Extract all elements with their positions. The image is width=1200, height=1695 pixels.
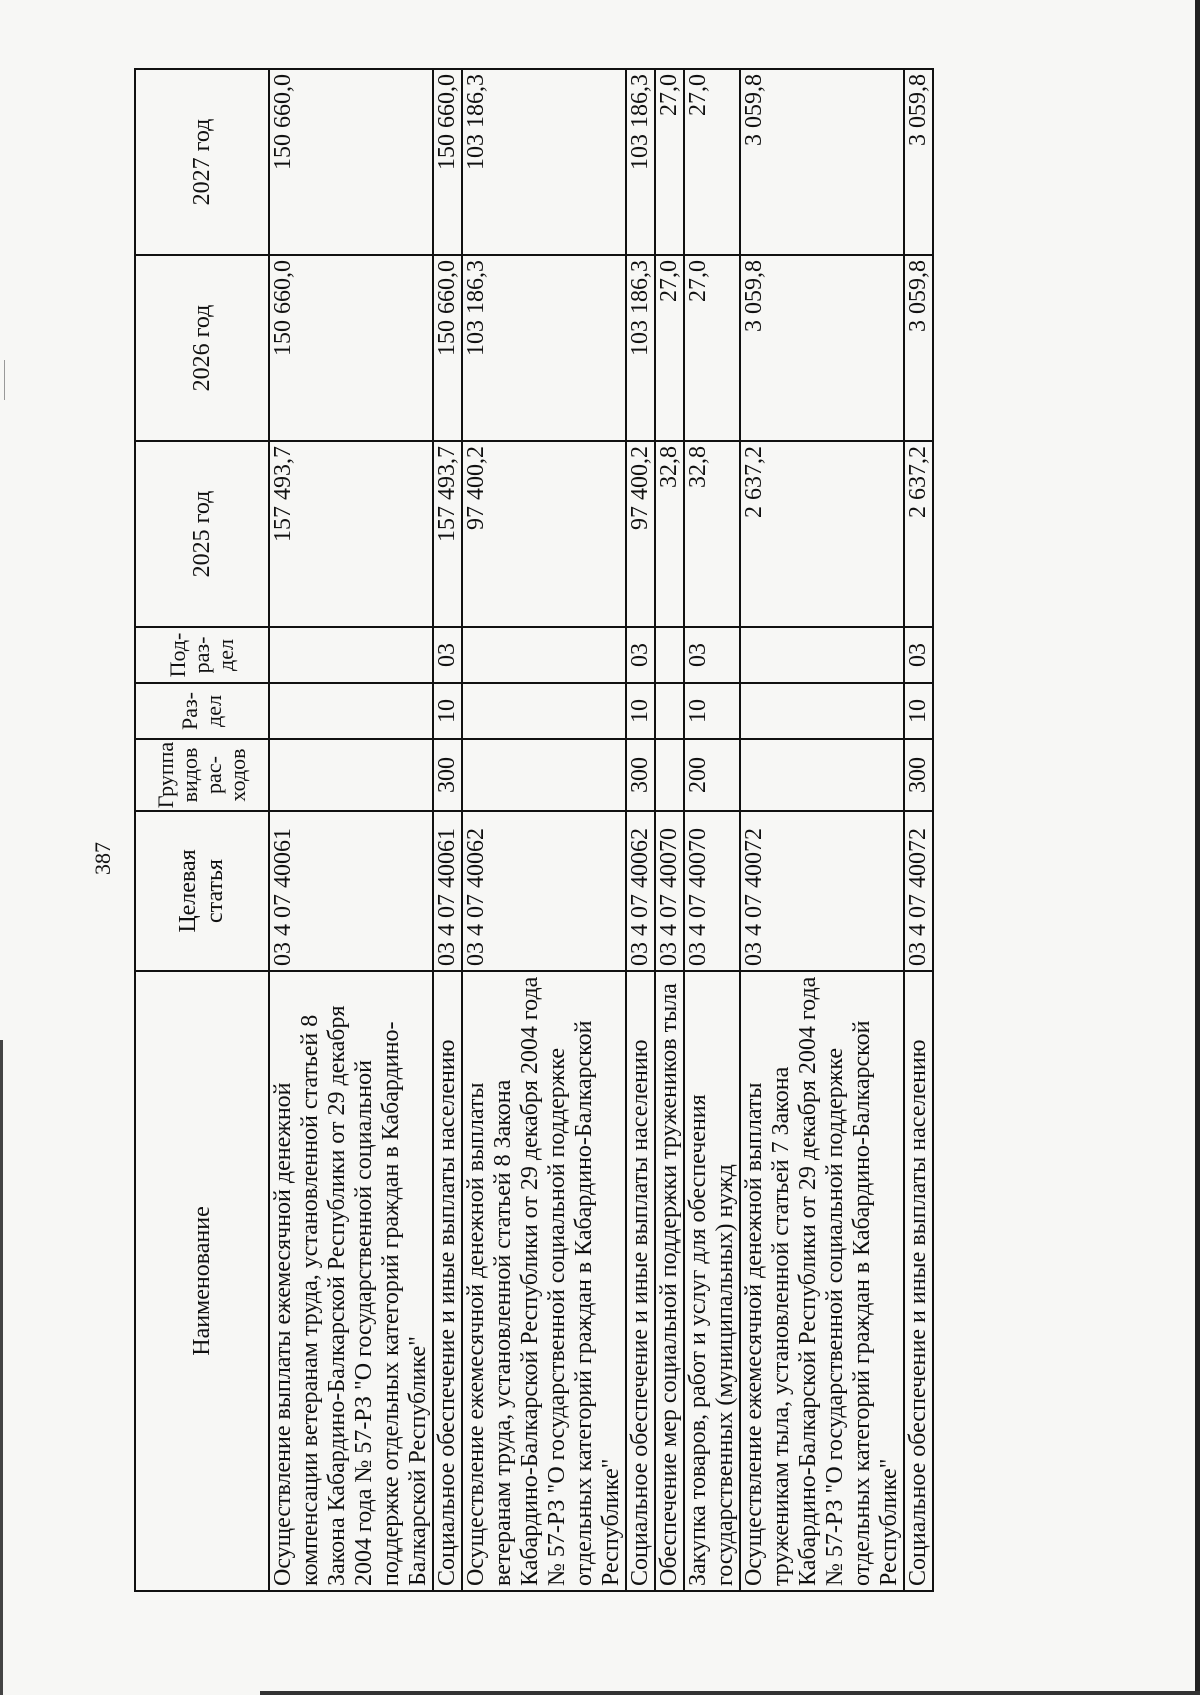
cell-2026: 103 186,3 [626, 255, 655, 441]
cell-section: 10 [904, 683, 933, 739]
cell-group: 300 [626, 739, 655, 811]
cell-group [655, 739, 684, 811]
table-row [269, 69, 433, 1591]
cell-2027: 150 660,0 [433, 69, 462, 255]
table-row [684, 69, 740, 1591]
cell-subsection: 03 [904, 627, 933, 683]
cell-subsection: 03 [433, 627, 462, 683]
cell-group [462, 739, 626, 811]
cell-2027: 27,0 [655, 69, 684, 255]
page-number: 387 [90, 842, 115, 875]
cell-2027: 103 186,3 [462, 69, 626, 255]
cell-name: Осуществление ежемесячной денежной выплаты труженикам тыла, установленной статьей 7 Закона Кабардино-Балкарской Республики от 29 декабря 2004 года № 57-РЗ "О государственной социальной поддержке отдельных категорий граждан в Кабардино-Балкарской Республике" [740, 971, 904, 1591]
header-group: Группа видов рас-ходов [135, 739, 269, 811]
cell-name: Осуществление ежемесячной денежной выплаты ветеранам труда, установленной статьей 8 Закона Кабардино-Балкарской Республики от 29 декабря 2004 года № 57-РЗ "О государственной социальной поддержке отдельных категорий граждан в Кабардино-Балкарской Республике" [462, 971, 626, 1591]
header-target: Целевая статья [135, 811, 269, 971]
table-row [904, 69, 933, 1591]
header-name: Наименование [135, 971, 269, 1591]
cell-name: Социальное обеспечение и иные выплаты населению [433, 971, 462, 1591]
table-row [655, 69, 684, 1591]
cell-subsection [269, 627, 433, 683]
cell-name: Закупка товаров, работ и услуг для обеспечения государственных (муниципальных) нужд [684, 971, 740, 1591]
cell-subsection [655, 627, 684, 683]
cell-2026: 150 660,0 [433, 255, 462, 441]
cell-2025: 97 400,2 [626, 441, 655, 627]
cell-2025: 157 493,7 [269, 441, 433, 627]
table-header-row [135, 69, 269, 1591]
cell-section [462, 683, 626, 739]
cell-group: 300 [433, 739, 462, 811]
cell-target: 03 4 07 40062 [626, 811, 655, 971]
cell-subsection: 03 [684, 627, 740, 683]
header-section: Раз-дел [135, 683, 269, 739]
scan-edge-bottom [260, 1691, 1200, 1695]
scan-mark [4, 360, 5, 400]
table-row [433, 69, 462, 1591]
cell-2026: 3 059,8 [904, 255, 933, 441]
budget-table [134, 68, 934, 1592]
cell-subsection [462, 627, 626, 683]
cell-section: 10 [626, 683, 655, 739]
table-row [740, 69, 904, 1591]
cell-target: 03 4 07 40061 [433, 811, 462, 971]
cell-subsection [740, 627, 904, 683]
cell-2027: 103 186,3 [626, 69, 655, 255]
cell-2027: 150 660,0 [269, 69, 433, 255]
cell-section: 10 [433, 683, 462, 739]
cell-name: Социальное обеспечение и иные выплаты населению [904, 971, 933, 1591]
header-2027: 2027 год [135, 69, 269, 255]
cell-group: 200 [684, 739, 740, 811]
table-row [626, 69, 655, 1591]
cell-2025: 97 400,2 [462, 441, 626, 627]
cell-name: Социальное обеспечение и иные выплаты населению [626, 971, 655, 1591]
cell-target: 03 4 07 40061 [269, 811, 433, 971]
rotated-table-container [134, 70, 1014, 1592]
cell-2025: 2 637,2 [740, 441, 904, 627]
cell-2026: 103 186,3 [462, 255, 626, 441]
cell-target: 03 4 07 40072 [904, 811, 933, 971]
cell-target: 03 4 07 40072 [740, 811, 904, 971]
cell-2025: 32,8 [684, 441, 740, 627]
cell-group [269, 739, 433, 811]
cell-section: 10 [684, 683, 740, 739]
cell-2025: 157 493,7 [433, 441, 462, 627]
cell-2026: 27,0 [684, 255, 740, 441]
cell-2026: 3 059,8 [740, 255, 904, 441]
cell-target: 03 4 07 40062 [462, 811, 626, 971]
cell-group [740, 739, 904, 811]
cell-name: Осуществление выплаты ежемесячной денежной компенсации ветеранам труда, установленной статьей 8 Закона Кабардино-Балкарской Республики от 29 декабря 2004 года № 57-РЗ "О государственной социальной поддержке отдельных категорий граждан в Кабардино-Балкарской Республике" [269, 971, 433, 1591]
cell-2025: 32,8 [655, 441, 684, 627]
cell-name: Обеспечение мер социальной поддержки тружеников тыла [655, 971, 684, 1591]
cell-section [655, 683, 684, 739]
scan-edge-left [0, 1040, 3, 1695]
cell-target: 03 4 07 40070 [684, 811, 740, 971]
cell-2026: 27,0 [655, 255, 684, 441]
cell-target: 03 4 07 40070 [655, 811, 684, 971]
cell-section [269, 683, 433, 739]
table-row [462, 69, 626, 1591]
header-subsection: Под-раз-дел [135, 627, 269, 683]
cell-2027: 3 059,8 [904, 69, 933, 255]
cell-2026: 150 660,0 [269, 255, 433, 441]
scan-edge-right [1195, 0, 1200, 1695]
cell-2027: 3 059,8 [740, 69, 904, 255]
header-2026: 2026 год [135, 255, 269, 441]
cell-2027: 27,0 [684, 69, 740, 255]
header-2025: 2025 год [135, 441, 269, 627]
cell-section [740, 683, 904, 739]
cell-subsection: 03 [626, 627, 655, 683]
cell-2025: 2 637,2 [904, 441, 933, 627]
cell-group: 300 [904, 739, 933, 811]
